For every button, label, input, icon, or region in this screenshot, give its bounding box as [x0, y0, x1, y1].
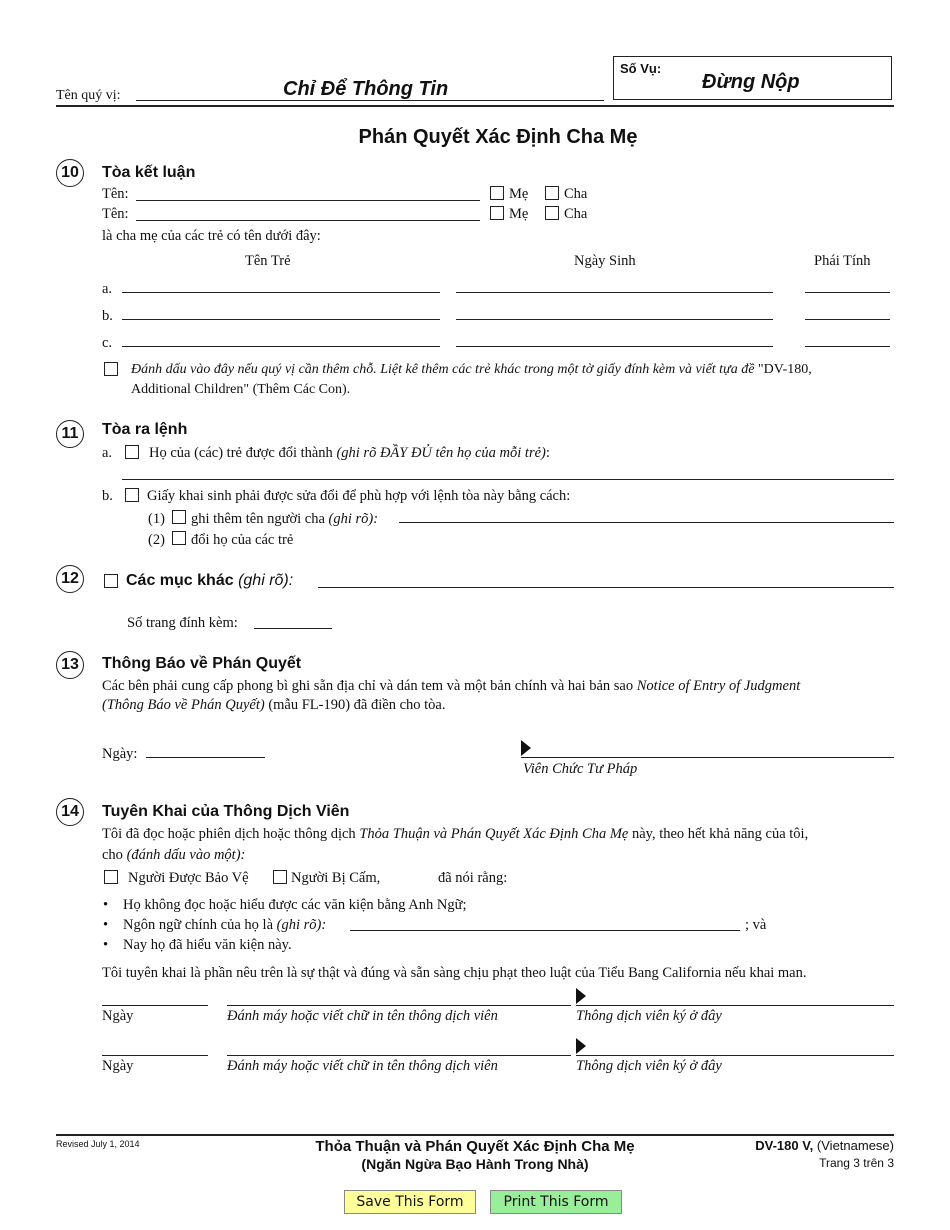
- section-11-heading: Tòa ra lệnh: [102, 421, 188, 438]
- order-b-label: b.: [102, 488, 113, 504]
- parent2-mother-checkbox[interactable]: [490, 206, 504, 220]
- additional-children-line1: Đánh dấu vào đây nếu quý vị cần thêm chỗ. Liệt kê thêm các trẻ khác trong một tờ giấy đính kèm và viết tựa đề "DV-180,: [131, 362, 812, 377]
- parent2-mother-label: Mẹ: [509, 206, 529, 222]
- restrained-person-label: Người Bị Cấm,: [291, 870, 381, 886]
- section-13-heading: Thông Báo về Phán Quyết: [102, 655, 302, 672]
- section-10-number: 10: [56, 159, 84, 187]
- row-b-sex[interactable]: [805, 319, 890, 320]
- section-12-number: 12: [56, 565, 84, 593]
- birth-certificate-checkbox[interactable]: [125, 488, 139, 502]
- revised-date: Revised July 1, 2014: [56, 1139, 140, 1149]
- bullet-2-end: ; và: [745, 917, 767, 933]
- parent1-name-label: Tên:: [102, 186, 129, 202]
- bullet-1: •: [103, 897, 109, 913]
- col-birth-date: Ngày Sinh: [574, 253, 636, 269]
- restrained-person-checkbox[interactable]: [273, 870, 287, 884]
- row-a-child-name[interactable]: [122, 292, 440, 293]
- children-intro: là cha mẹ của các trẻ có tên dưới đây:: [102, 228, 321, 244]
- protected-person-label: Người Được Bảo Vệ: [128, 870, 249, 886]
- judicial-date-label: Ngày:: [102, 746, 138, 762]
- print-form-button[interactable]: Print This Form: [490, 1190, 622, 1214]
- parent1-father-checkbox[interactable]: [545, 186, 559, 200]
- additional-children-checkbox[interactable]: [104, 362, 118, 376]
- bullet-2: •: [103, 917, 109, 933]
- col-child-name: Tên Trẻ: [245, 253, 291, 269]
- judicial-officer-label: Viên Chức Tư Pháp: [523, 761, 638, 777]
- parent2-name-field[interactable]: [136, 220, 480, 221]
- parent1-mother-label: Mẹ: [509, 186, 529, 202]
- notice-text-line1: Các bên phải cung cấp phong bì ghi sẵn địa chỉ và dán tem và một bản chính và hai bản sao Notice of Entry of Judgment: [102, 678, 801, 694]
- interpreter-signature-2[interactable]: [576, 1055, 894, 1056]
- surname-change-field[interactable]: [122, 479, 894, 480]
- interpreter-sign-label-2: Thông dịch viên ký ở đây: [576, 1058, 722, 1074]
- said-label: đã nói rằng:: [438, 870, 508, 886]
- additional-children-line2: Additional Children" (Thêm Các Con).: [131, 382, 351, 397]
- judicial-date-field[interactable]: [146, 757, 265, 758]
- interpreter-name-label-1: Đánh máy hoặc viết chữ in tên thông dịch viên: [227, 1008, 498, 1024]
- bullet-3: •: [103, 937, 109, 953]
- name-value: Chỉ Để Thông Tin: [283, 78, 449, 100]
- other-orders-field[interactable]: [318, 587, 894, 588]
- interpreter-date-field-1[interactable]: [102, 1005, 208, 1006]
- row-b-birth-date[interactable]: [456, 319, 773, 320]
- order-a-label: a.: [102, 445, 113, 461]
- name-label: Tên quý vị:: [56, 88, 121, 103]
- other-orders-heading: Các mục khác (ghi rõ):: [126, 572, 294, 589]
- interpreter-name-field-2[interactable]: [227, 1055, 571, 1056]
- signature-arrow-icon-2: [576, 988, 586, 1004]
- notice-text-line2: (Thông Báo về Phán Quyết) (mẫu FL-190) đã điền cho tòa.: [102, 697, 446, 713]
- case-number-label: Số Vụ:: [620, 61, 662, 76]
- section-14-number: 14: [56, 798, 84, 826]
- row-c-birth-date[interactable]: [456, 346, 773, 347]
- row-a-label: a.: [102, 281, 113, 297]
- section-14-heading: Tuyên Khai của Thông Dịch Viên: [102, 803, 350, 820]
- row-a-sex[interactable]: [805, 292, 890, 293]
- interpreter-signature-1[interactable]: [576, 1005, 894, 1006]
- header-divider: [56, 105, 894, 107]
- interpreter-date-field-2[interactable]: [102, 1055, 208, 1056]
- footer-title-1: Thỏa Thuận và Phán Quyết Xác Định Cha Mẹ: [315, 1138, 635, 1155]
- row-c-label: c.: [102, 335, 113, 351]
- bullet-3-text: Nay họ đã hiểu văn kiện này.: [123, 937, 292, 953]
- page-number: Trang 3 trên 3: [819, 1156, 894, 1170]
- surname-change-checkbox[interactable]: [125, 445, 139, 459]
- parent2-name-label: Tên:: [102, 206, 129, 222]
- protected-person-checkbox[interactable]: [104, 870, 118, 884]
- signature-arrow-icon: [521, 740, 531, 756]
- form-id: DV-180 V, (Vietnamese): [755, 1138, 894, 1153]
- interpreter-text-line1: Tôi đã đọc hoặc phiên dịch hoặc thông dịch Thỏa Thuận và Phán Quyết Xác Định Cha Mẹ này, theo hết khả năng của tôi,: [102, 826, 809, 842]
- birth-certificate-text: Giấy khai sinh phải được sửa đổi để phù hợp với lệnh tòa này bằng cách:: [147, 488, 571, 504]
- add-father-name-checkbox[interactable]: [172, 510, 186, 524]
- change-surname-text: đổi họ của các trẻ: [191, 532, 294, 548]
- judicial-officer-signature[interactable]: [521, 757, 894, 758]
- col-sex: Phái Tính: [814, 253, 871, 269]
- interpreter-name-label-2: Đánh máy hoặc viết chữ in tên thông dịch viên: [227, 1058, 498, 1074]
- row-c-sex[interactable]: [805, 346, 890, 347]
- declaration-text: Tôi tuyên khai là phần nêu trên là sự thật và đúng và sẵn sàng chịu phạt theo luật của Tiểu Bang California nếu khai man.: [102, 965, 807, 981]
- other-orders-checkbox[interactable]: [104, 574, 118, 588]
- option-1-number: (1): [148, 511, 165, 527]
- primary-language-field[interactable]: [350, 930, 740, 931]
- section-13-number: 13: [56, 651, 84, 679]
- parent2-father-label: Cha: [564, 206, 588, 222]
- bullet-2-text: Ngôn ngữ chính của họ là (ghi rõ):: [123, 917, 327, 933]
- page-title: Phán Quyết Xác Định Cha Mẹ: [358, 126, 638, 148]
- interpreter-date-label-1: Ngày: [102, 1008, 134, 1024]
- father-name-field[interactable]: [399, 522, 894, 523]
- interpreter-date-label-2: Ngày: [102, 1058, 134, 1074]
- parent1-name-field[interactable]: [136, 200, 480, 201]
- case-number-value: Đừng Nộp: [702, 71, 800, 93]
- attached-pages-label: Số trang đính kèm:: [127, 615, 238, 631]
- parent1-mother-checkbox[interactable]: [490, 186, 504, 200]
- change-surname-checkbox[interactable]: [172, 531, 186, 545]
- bullet-1-text: Họ không đọc hoặc hiểu được các văn kiện bằng Anh Ngữ;: [123, 897, 467, 913]
- interpreter-text-line2: cho (đánh dấu vào một):: [102, 847, 246, 863]
- option-2-number: (2): [148, 532, 165, 548]
- interpreter-sign-label-1: Thông dịch viên ký ở đây: [576, 1008, 722, 1024]
- save-form-button[interactable]: Save This Form: [344, 1190, 476, 1214]
- parent1-father-label: Cha: [564, 186, 588, 202]
- row-a-birth-date[interactable]: [456, 292, 773, 293]
- footer-divider: [56, 1134, 894, 1136]
- surname-change-text: Họ của (các) trẻ được đổi thành (ghi rõ ĐẦY ĐỦ tên họ của mỗi trẻ):: [149, 445, 550, 461]
- signature-arrow-icon-3: [576, 1038, 586, 1054]
- footer-title-2: (Ngăn Ngừa Bạo Hành Trong Nhà): [361, 1156, 589, 1172]
- section-10-heading: Tòa kết luận: [102, 164, 196, 181]
- row-b-child-name[interactable]: [122, 319, 440, 320]
- attached-pages-field[interactable]: [254, 628, 332, 629]
- section-11-number: 11: [56, 420, 84, 448]
- row-b-label: b.: [102, 308, 113, 324]
- parent2-father-checkbox[interactable]: [545, 206, 559, 220]
- row-c-child-name[interactable]: [122, 346, 440, 347]
- add-father-name-text: ghi thêm tên người cha (ghi rõ):: [191, 511, 379, 527]
- interpreter-name-field-1[interactable]: [227, 1005, 571, 1006]
